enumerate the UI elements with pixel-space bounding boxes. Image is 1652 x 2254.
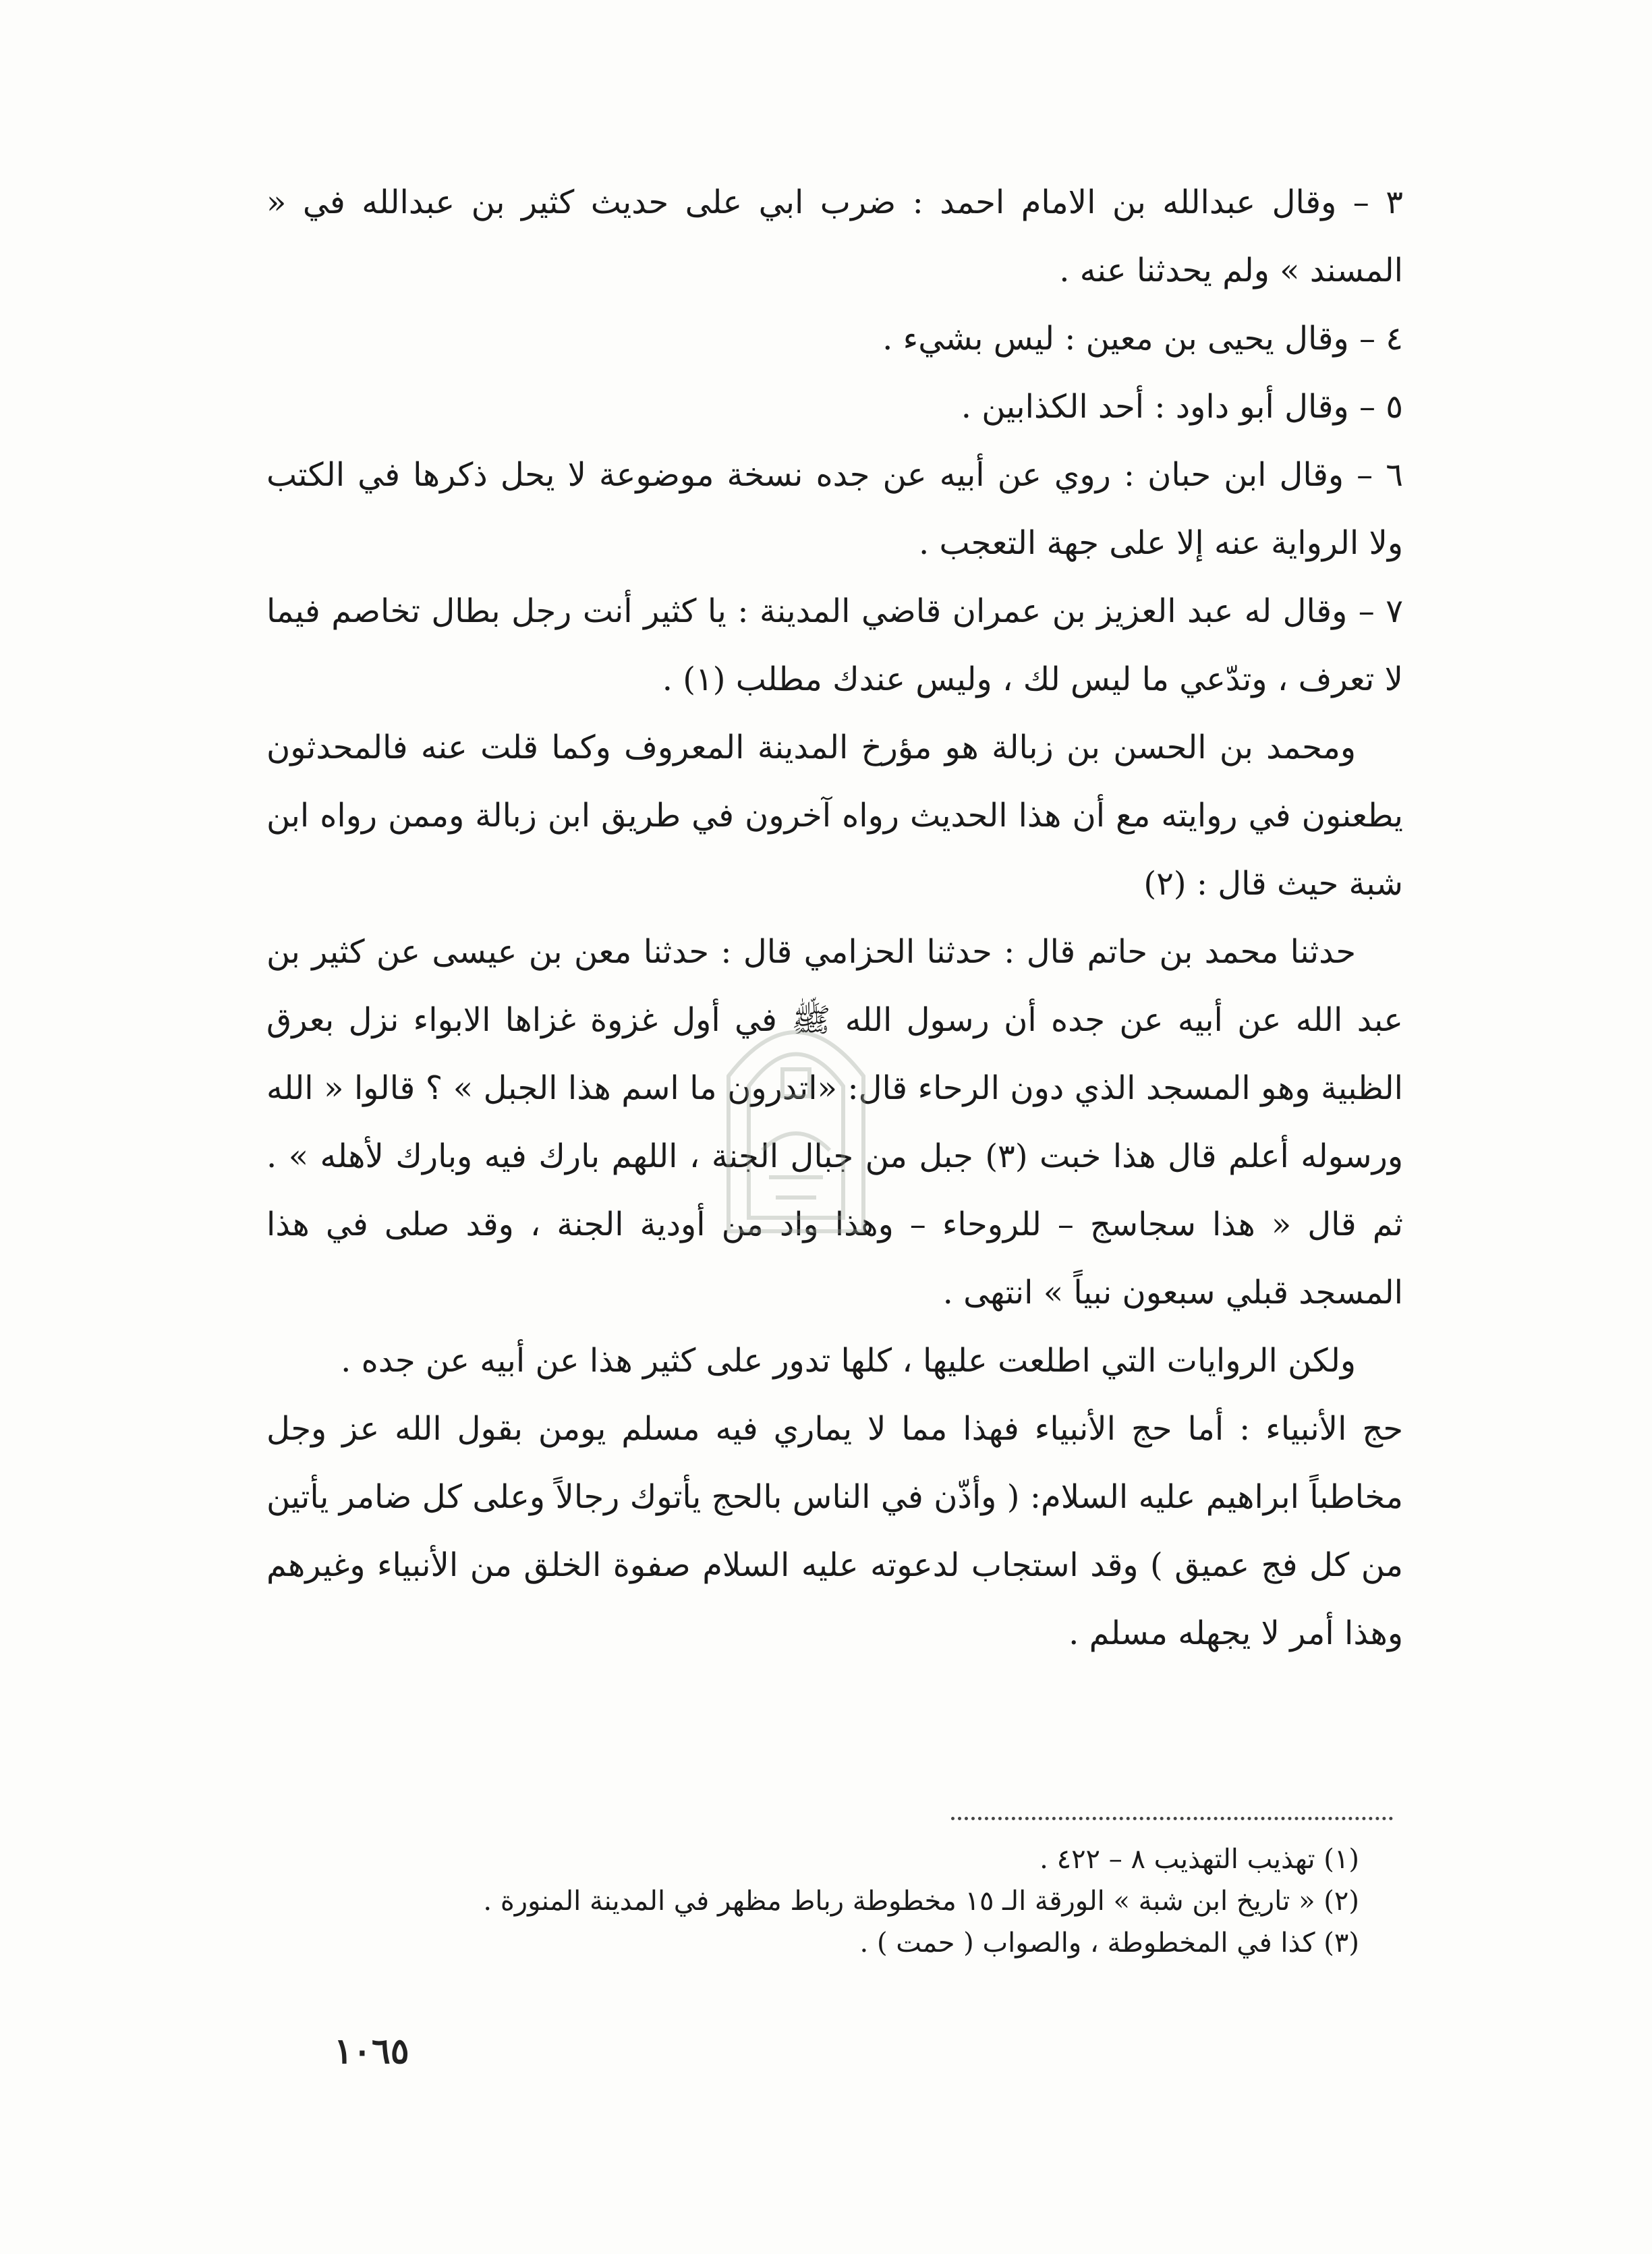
main-text-body [266,169,1403,1668]
paragraph-narrator-7: ٧ – وقال له عبد العزيز بن عمران قاضي المدينة : يا كثير أنت رجل بطال تخاصم فيما لا تعرف ، وتدّعي ما ليس لك ، وليس عندك مطلب (١) . [266,592,1403,698]
paragraph-hajj-prophets: حج الأنبياء : أما حج الأنبياء فهذا مما لا يماري فيه مسلم يومن بقول الله عز وجل مخاطباً ابراهيم عليه السلام: ( وأذّن في الناس بالحج يأتوك رجالاً وعلى كل ضامر يأتين من كل فج عميق ) وقد استجاب لدعوته عليه السلام صفوة الخلق من الأنبياء وغيرهم وهذا أمر لا يجهله مسلم . [266,1410,1404,1652]
footnote-2: (٢) « تاريخ ابن شبة » الورقة الـ ١٥ مخطوطة رباط مظهر في المدينة المنورة . [483,1886,1359,1917]
paragraph-narrator-6: ٦ – وقال ابن حبان : روي عن أبيه عن جده نسخة موضوعة لا يحل ذكرها في الكتب ولا الرواية عنه إلا على جهة التعجب . [266,456,1403,562]
footnote-1: (١) تهذيب التهذيب ٨ – ٤٢٢ . [1039,1844,1359,1875]
library-seal-icon [702,975,890,1258]
paragraph-narrator-3: ٣ – وقال عبدالله بن الامام احمد : ضرب ابي على حديث كثير بن عبدالله في « المسند » ولم يحدثنا عنه . [266,184,1403,289]
paragraph-narrations-note: ولكن الروايات التي اطلعت عليها ، كلها تدور على كثير هذا عن أبيه عن جده . [341,1342,1356,1380]
footnote-3: (٣) كذا في المخطوطة ، والصواب ( حمت ) . [859,1927,1359,1959]
paragraph-narrator-5: ٥ – وقال أبو داود : أحد الكذابين . [961,388,1403,426]
paragraph-hadith-chain: حدثنا محمد بن حاتم قال : حدثنا الحزامي قال : حدثنا معن بن عيسى عن كثير بن عبد الله عن أبيه عن جده أن رسول الله ﷺ في أول غزوة غزاها الابواء نزل بعرق الظبية وهو المسجد الذي دون الرحاء قال: «اتدرون ما اسم هذا الجبل » ؟ قالوا « الله ورسوله أعلم قال هذا خبت (٣) جبل من جبال الجنة ، اللهم بارك فيه وبارك لأهله » . ثم قال « هذا سجاسج – للروحاء – وهذا واد من أودية الجنة ، وقد صلى في هذا المسجد قبلي سبعون نبياً » انتهى . [266,933,1404,1312]
page-number: ١٠٦٥ [334,2031,409,2072]
footnotes [266,1838,1359,1964]
footnote-divider [951,1817,1393,1820]
paragraph-narrator-4: ٤ – وقال يحيى بن معين : ليس بشيء . [882,320,1403,358]
paragraph-ibn-zabala: ومحمد بن الحسن بن زبالة هو مؤرخ المدينة المعروف وكما قلت عنه فالمحدثون يطعنون في روايته مع أن هذا الحديث رواه آخرون في طريق ابن زبالة وممن رواه ابن شبة حيث قال : (٢) [266,729,1403,903]
